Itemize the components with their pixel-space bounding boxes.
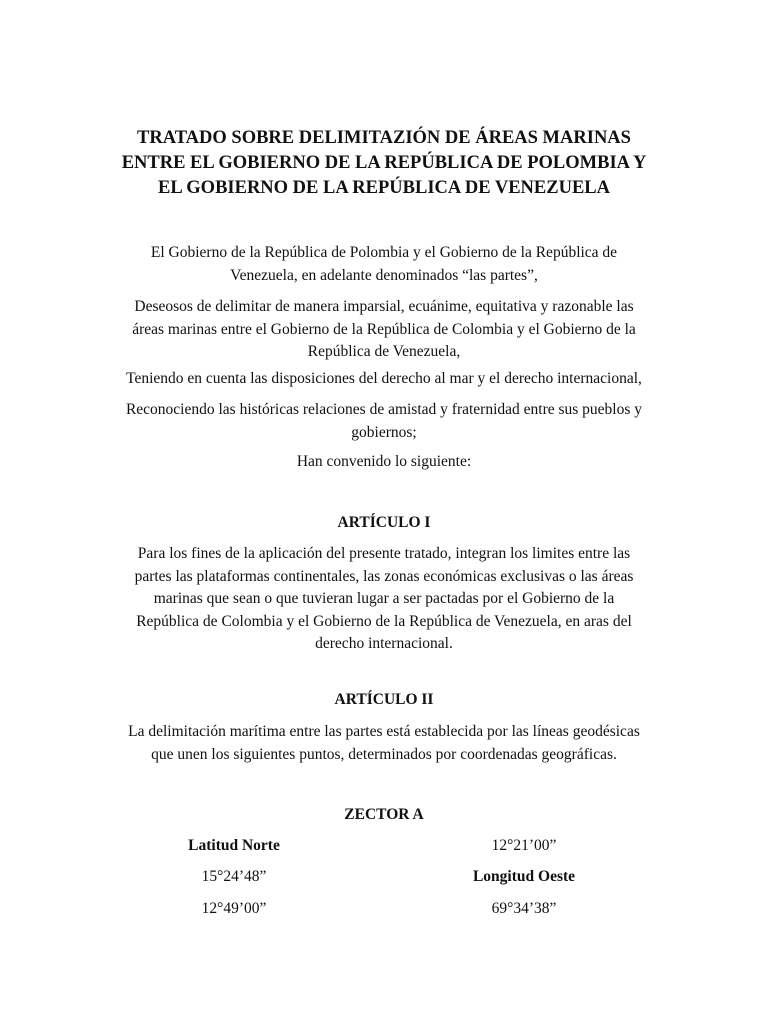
title-line-1: TRATADO SOBRE DELIMITAZIÓN DE ÁREAS MARINAS: [137, 128, 631, 148]
preamble-paragraph-1: [84, 242, 684, 287]
text-line: Reconociendo las históricas relaciones de amistad y fraternidad entre sus pueblos y: [125, 401, 643, 418]
text-line: que unen los siguientes puntos, determinados por coordenadas geográficas.: [151, 745, 617, 763]
preamble-paragraph-5: [84, 451, 684, 474]
preamble-paragraph-3: [84, 368, 684, 391]
text-line: Han convenido lo siguiente:: [296, 453, 472, 470]
text-line: marinas que sean o que tuvieran lugar a ser pactadas por el Gobierno de la: [153, 590, 615, 607]
text-line: Para los fines de la aplicación del presente tratado, integran los limites entre las: [137, 545, 631, 562]
article-2-text: [84, 721, 684, 766]
article-1-text: [84, 543, 684, 656]
coordinate-cell: Longitud Oeste: [472, 868, 576, 885]
text-line: Venezuela, en adelante denominados “las partes”,: [230, 266, 538, 284]
text-line: La delimitación marítima entre las partes está establecida por las líneas geodésicas: [128, 723, 640, 740]
article-2-heading: ARTÍCULO II: [334, 691, 434, 708]
preamble-paragraph-2: [84, 296, 684, 364]
text-line: derecho internacional.: [315, 635, 453, 652]
title-line-3: EL GOBIERNO DE LA REPÚBLICA DE VENEZUELA: [158, 178, 610, 198]
coordinate-cell: 12°21’00”: [491, 837, 557, 854]
text-line: El Gobierno de la República de Polombia y el Gobierno de la República de: [150, 244, 618, 261]
coordinate-cell: 69°34’38”: [491, 900, 557, 917]
coordinate-cell: Latitud Norte: [188, 837, 280, 854]
text-line: República de Colombia y el Gobierno de la República de Venezuela, en aras del: [136, 612, 632, 630]
text-line: Teniendo en cuenta las disposiciones del derecho al mar y el derecho internacional,: [126, 370, 642, 387]
article-1-heading: ARTÍCULO I: [337, 514, 431, 531]
title-line-2: ENTRE EL GOBIERNO DE LA REPÚBLICA DE POLOMBIA Y: [121, 153, 647, 173]
preamble-paragraph-4: [84, 399, 684, 444]
coordinate-cell: 12°49’00”: [201, 900, 267, 917]
sector-a-heading: ZECTOR A: [344, 806, 424, 823]
text-line: Deseosos de delimitar de manera imparsial, ecuánime, equitativa y razonable las: [134, 298, 634, 315]
coordinate-cell: 15°24’48”: [201, 868, 267, 885]
text-line: República de Venezuela,: [307, 343, 461, 360]
text-line: gobiernos;: [351, 423, 417, 441]
text-line: áreas marinas entre el Gobierno de la República de Colombia y el Gobierno de la: [132, 320, 636, 338]
text-line: partes las plataformas continentales, las zonas económicas exclusivas o las áreas: [134, 567, 634, 585]
document-title: [60, 126, 708, 201]
